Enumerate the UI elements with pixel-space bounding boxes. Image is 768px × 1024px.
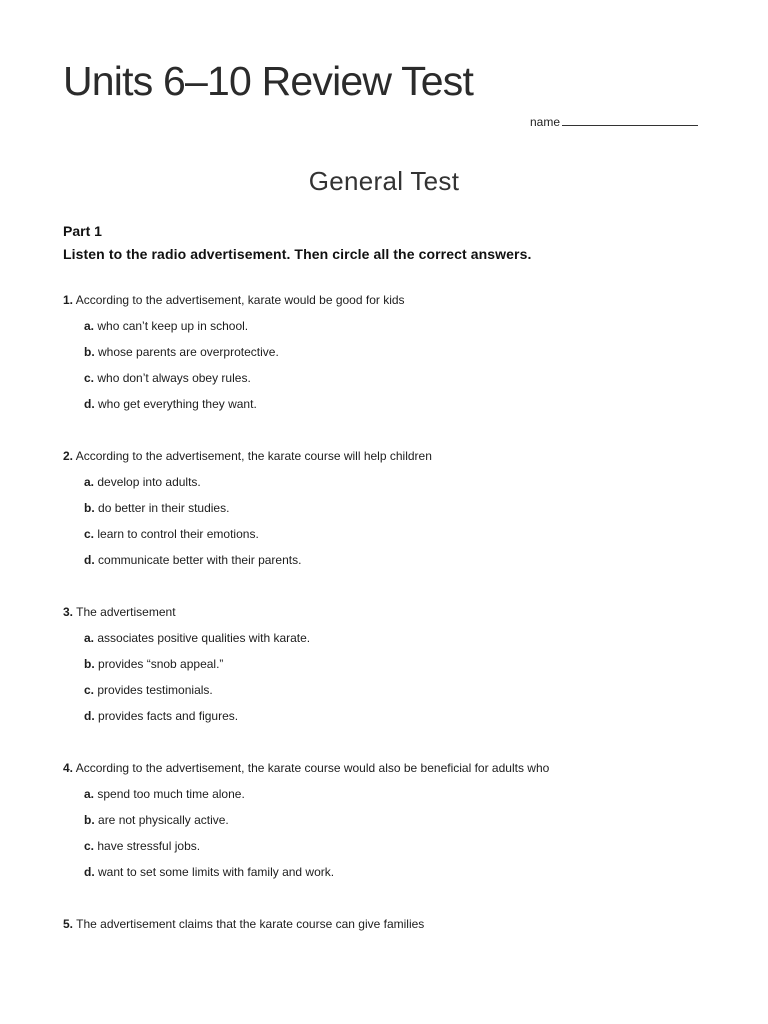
question-number: 5. xyxy=(63,917,74,931)
question-text: The advertisement claims that the karate course can give families xyxy=(76,917,425,931)
option-letter: d. xyxy=(84,553,95,567)
option-text: provides facts and figures. xyxy=(98,709,239,723)
option-letter: b. xyxy=(84,657,95,671)
option-text: associates positive qualities with karate. xyxy=(97,631,311,645)
option-letter: d. xyxy=(84,865,95,879)
document-title: Units 6–10 Review Test xyxy=(63,58,474,104)
answer-option[interactable] xyxy=(63,864,723,890)
option-text: provides “snob appeal.” xyxy=(98,657,224,671)
question-stem xyxy=(63,604,723,630)
option-text: whose parents are overprotective. xyxy=(98,345,279,359)
option-letter: b. xyxy=(84,345,95,359)
option-letter: b. xyxy=(84,813,95,827)
option-letter: c. xyxy=(84,527,95,541)
part-label: Part 1 xyxy=(63,223,102,239)
answer-option[interactable] xyxy=(63,838,723,864)
option-letter: a. xyxy=(84,631,95,645)
answer-option[interactable] xyxy=(63,552,723,578)
question-stem xyxy=(63,292,723,318)
answer-option[interactable] xyxy=(63,786,723,812)
answer-option[interactable] xyxy=(63,630,723,656)
section-title: General Test xyxy=(308,166,460,196)
question-stem xyxy=(63,760,723,786)
question-item xyxy=(63,760,723,890)
answer-option[interactable] xyxy=(63,474,723,500)
name-field xyxy=(530,115,698,129)
question-text: According to the advertisement, karate would be good for kids xyxy=(75,293,405,307)
question-number: 4. xyxy=(63,761,74,775)
name-blank-line xyxy=(562,115,698,126)
answer-option[interactable] xyxy=(63,656,723,682)
question-number: 2. xyxy=(63,449,74,463)
option-text: learn to control their emotions. xyxy=(97,527,259,541)
option-letter: d. xyxy=(84,709,95,723)
question-stem xyxy=(63,448,723,474)
question-stem xyxy=(63,916,723,942)
option-text: are not physically active. xyxy=(98,813,229,827)
option-text: develop into adults. xyxy=(97,475,201,489)
answer-option[interactable] xyxy=(63,344,723,370)
option-text: who don’t always obey rules. xyxy=(97,371,251,385)
option-letter: c. xyxy=(84,371,95,385)
answer-option[interactable] xyxy=(63,370,723,396)
option-letter: a. xyxy=(84,787,95,801)
answer-option[interactable] xyxy=(63,526,723,552)
option-text: who get everything they want. xyxy=(98,397,257,411)
answer-option[interactable] xyxy=(63,812,723,838)
question-item xyxy=(63,292,723,422)
option-letter: c. xyxy=(84,683,95,697)
answer-option[interactable] xyxy=(63,318,723,344)
option-text: do better in their studies. xyxy=(98,501,230,515)
option-text: communicate better with their parents. xyxy=(98,553,302,567)
answer-option[interactable] xyxy=(63,682,723,708)
answer-option[interactable] xyxy=(63,708,723,734)
question-list xyxy=(63,292,723,968)
option-text: want to set some limits with family and work. xyxy=(98,865,335,879)
answer-option[interactable] xyxy=(63,396,723,422)
name-label: name xyxy=(529,115,560,129)
question-item xyxy=(63,448,723,578)
option-text: provides testimonials. xyxy=(97,683,213,697)
question-number: 3. xyxy=(63,605,74,619)
question-text: According to the advertisement, the karate course would also be beneficial for adults who xyxy=(75,761,550,775)
option-text: spend too much time alone. xyxy=(97,787,245,801)
question-text: The advertisement xyxy=(76,605,176,619)
question-item xyxy=(63,604,723,734)
part-instructions: Listen to the radio advertisement. Then circle all the correct answers. xyxy=(63,246,532,262)
question-item xyxy=(63,916,723,942)
option-letter: c. xyxy=(84,839,95,853)
option-letter: a. xyxy=(84,319,95,333)
option-text: have stressful jobs. xyxy=(97,839,201,853)
question-text: According to the advertisement, the karate course will help children xyxy=(75,449,432,463)
answer-option[interactable] xyxy=(63,500,723,526)
option-text: who can’t keep up in school. xyxy=(97,319,249,333)
question-number: 1. xyxy=(63,293,74,307)
option-letter: b. xyxy=(84,501,95,515)
option-letter: a. xyxy=(84,475,95,489)
option-letter: d. xyxy=(84,397,95,411)
